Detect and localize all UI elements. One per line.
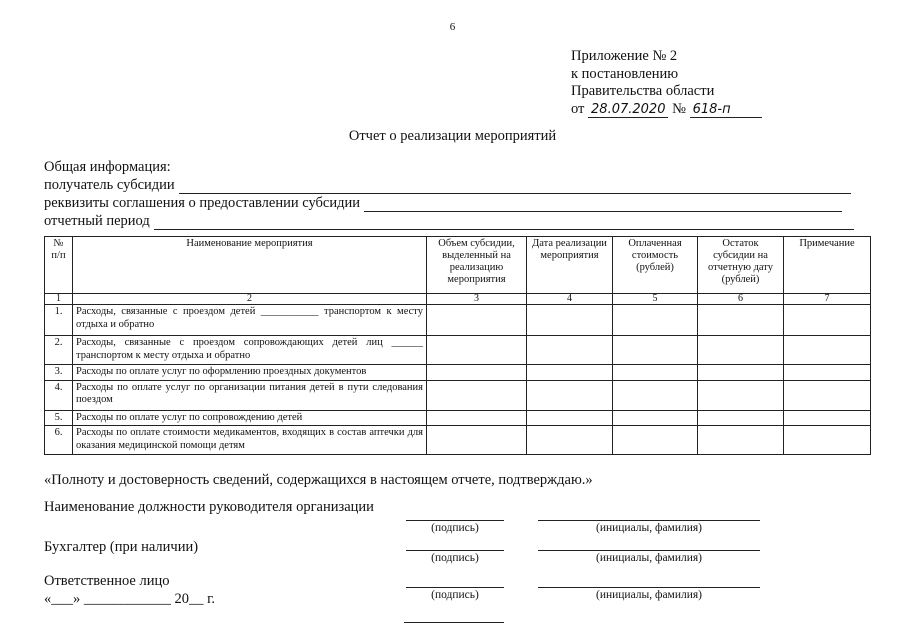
cell-note xyxy=(784,305,871,336)
cell-subsidy-volume xyxy=(427,426,527,455)
agreement-fill-line xyxy=(364,199,842,212)
cell-subsidy-volume xyxy=(427,410,527,426)
appendix-block xyxy=(571,48,762,118)
column-number-row xyxy=(45,294,871,305)
header-paid-cost: Оплаченная стоимость (рублей) xyxy=(613,237,698,294)
responsible-signature-caption: (подпись) xyxy=(431,589,479,601)
column-number: 6 xyxy=(698,294,784,305)
period-fill-line xyxy=(154,217,854,230)
row-name: Расходы по оплате стоимости медикаментов, входящих в состав аптечки для оказания медицинской помощи детям xyxy=(73,426,427,455)
cell-remainder xyxy=(698,426,784,455)
table-row xyxy=(45,380,871,410)
table-row xyxy=(45,426,871,455)
cell-date xyxy=(527,336,613,365)
date-prefix: от xyxy=(571,100,585,117)
header-date: Дата реализации мероприятия xyxy=(527,237,613,294)
appendix-line-1: Приложение № 2 xyxy=(571,48,678,64)
cell-date xyxy=(527,380,613,410)
appendix-line-3: Правительства области xyxy=(571,83,715,99)
row-name: Расходы, связанные с проездом сопровождающих детей лиц ______ транспортом к месту отдыха и обратно xyxy=(73,336,427,365)
appendix-line-2: к постановлению xyxy=(571,65,679,82)
row-number: 5. xyxy=(45,410,73,426)
cell-note xyxy=(784,410,871,426)
header-note: Примечание xyxy=(784,237,871,294)
row-name: Расходы по оплате услуг по сопровождению детей xyxy=(73,410,427,426)
header-remainder: Остаток субсидии на отчетную дату (рублей) xyxy=(698,237,784,294)
agreement-field xyxy=(44,194,842,212)
column-number: 1 xyxy=(45,294,73,305)
accountant-signature-line xyxy=(406,550,504,551)
recipient-field xyxy=(44,176,851,194)
cell-paid-cost xyxy=(613,365,698,381)
responsible-signature-line xyxy=(406,587,504,588)
table-row xyxy=(45,410,871,426)
accountant-name-caption: (инициалы, фамилия) xyxy=(595,552,703,564)
period-field xyxy=(44,212,854,230)
accountant-name-line xyxy=(538,550,760,551)
confirmation-statement: «Полноту и достоверность сведений, содержащихся в настоящем отчете, подтверждаю.» xyxy=(44,472,593,488)
column-number: 4 xyxy=(527,294,613,305)
date-fill-line: «___» ____________ 20__ г. xyxy=(44,591,216,607)
head-name-line xyxy=(538,520,760,521)
cell-paid-cost xyxy=(613,410,698,426)
cell-paid-cost xyxy=(613,426,698,455)
cell-remainder xyxy=(698,365,784,381)
responsible-name-caption: (инициалы, фамилия) xyxy=(595,589,703,601)
period-label: отчетный период xyxy=(44,213,150,229)
cell-note xyxy=(784,336,871,365)
general-info-heading: Общая информация: xyxy=(44,159,171,175)
cell-remainder xyxy=(698,380,784,410)
page-number: 6 xyxy=(449,21,456,33)
table-header-row xyxy=(45,237,871,294)
appendix-date-line xyxy=(571,101,762,119)
header-name: Наименование мероприятия xyxy=(73,237,427,294)
accountant-label: Бухгалтер (при наличии) xyxy=(44,539,199,555)
row-number: 1. xyxy=(45,305,73,336)
cell-remainder xyxy=(698,305,784,336)
row-name: Расходы по оплате услуг по оформлению проездных документов xyxy=(73,365,427,381)
row-number: 4. xyxy=(45,380,73,410)
responsible-name-line xyxy=(538,587,760,588)
cell-note xyxy=(784,365,871,381)
column-number: 5 xyxy=(613,294,698,305)
head-position-label: Наименование должности руководителя организации xyxy=(44,499,374,515)
handwritten-date: 28.07.2020 xyxy=(588,102,668,118)
cell-date xyxy=(527,365,613,381)
cell-paid-cost xyxy=(613,305,698,336)
cell-remainder xyxy=(698,336,784,365)
table-row xyxy=(45,336,871,365)
cell-date xyxy=(527,410,613,426)
cell-date xyxy=(527,426,613,455)
row-name: Расходы, связанные с проездом детей ___________ транспортом к месту отдыха и обратно xyxy=(73,305,427,336)
cell-note xyxy=(784,380,871,410)
column-number: 2 xyxy=(73,294,427,305)
recipient-fill-line xyxy=(179,181,851,194)
cell-remainder xyxy=(698,410,784,426)
header-subsidy-volume: Объем субсидии, выделенный на реализацию мероприятия xyxy=(427,237,527,294)
head-name-caption: (инициалы, фамилия) xyxy=(595,522,703,534)
head-signature-line xyxy=(406,520,504,521)
agreement-label: реквизиты соглашения о предоставлении субсидии xyxy=(44,195,361,211)
cell-subsidy-volume xyxy=(427,305,527,336)
cell-paid-cost xyxy=(613,380,698,410)
table-row xyxy=(45,365,871,381)
document-title: Отчет о реализации мероприятий xyxy=(348,128,557,144)
responsible-label: Ответственное лицо xyxy=(44,573,170,589)
column-number: 7 xyxy=(784,294,871,305)
bottom-line xyxy=(404,622,504,623)
cell-subsidy-volume xyxy=(427,365,527,381)
cell-subsidy-volume xyxy=(427,336,527,365)
table-row xyxy=(45,305,871,336)
recipient-label: получатель субсидии xyxy=(44,177,175,193)
header-number: № п/п xyxy=(45,237,73,294)
row-number: 3. xyxy=(45,365,73,381)
number-prefix: № xyxy=(672,100,686,117)
cell-date xyxy=(527,305,613,336)
report-table xyxy=(44,236,871,455)
row-name: Расходы по оплате услуг по организации питания детей в пути следования поездом xyxy=(73,380,427,410)
row-number: 6. xyxy=(45,426,73,455)
cell-subsidy-volume xyxy=(427,380,527,410)
cell-paid-cost xyxy=(613,336,698,365)
accountant-signature-caption: (подпись) xyxy=(431,552,479,564)
head-signature-caption: (подпись) xyxy=(431,522,479,534)
row-number: 2. xyxy=(45,336,73,365)
handwritten-number: 618-п xyxy=(690,102,762,118)
column-number: 3 xyxy=(427,294,527,305)
cell-note xyxy=(784,426,871,455)
